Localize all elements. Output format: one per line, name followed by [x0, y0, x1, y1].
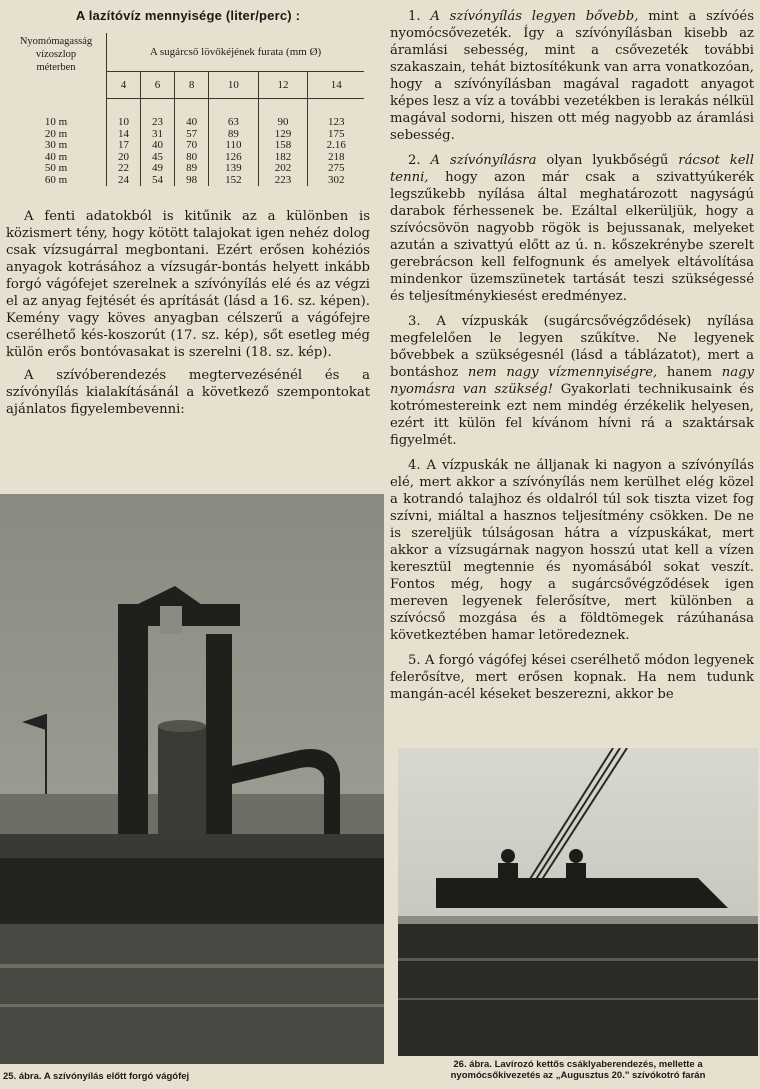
emphasis: nagy nyomásra van szükség! — [390, 365, 754, 397]
text-run: 2. — [408, 153, 431, 168]
figure-26-caption — [398, 1060, 758, 1081]
table-cell: 218 — [308, 152, 364, 164]
right-paragraph-4: 4. A vízpuskák ne álljanak ki nagyon a szívónyílás elé, mert akkor a szívónyílás nem kerülhet elég közel a kotrandó talajhoz és oldalról túl sok tiszta vizet fog szívni, miáltal a hasznos teljesítmény csökken. De ne is szereljük túlságosan hátra a vízpuskákat, mert akkor a vízsugárnak nagyon hosszú utat kell a vízen keresztül megtennie és nyomásából sokat veszít. Fontos még, hogy a sugárcsővégződések igen mereven legyenek felerősítve, mert különben a szívócső mozgása és a földtömegek rázúhanása következtében hamar letöredeznek. — [390, 458, 754, 643]
table-row — [6, 117, 364, 129]
column-header: 4 — [107, 72, 141, 99]
table-cell: 175 — [308, 129, 364, 141]
table-cell: 2.16 — [308, 140, 364, 152]
table-cell: 63 — [209, 117, 259, 129]
table-row — [6, 163, 364, 175]
table-cell: 24 — [118, 173, 130, 186]
table-cell: 152 — [209, 175, 259, 187]
row-label: 20 m — [6, 129, 107, 141]
table-cell: 302 — [308, 175, 364, 187]
table-row — [6, 175, 364, 187]
emphasis: rácsot kell tenni, — [390, 153, 754, 185]
table-cell: 139 — [209, 163, 259, 175]
table-cell: 31 — [141, 129, 175, 141]
text-run: 1. — [408, 9, 431, 24]
table-cell: 40 — [175, 117, 209, 129]
table-body — [6, 117, 364, 186]
table-cell: 89 — [175, 163, 209, 175]
table-spacer — [6, 99, 364, 118]
table-cell: 158 — [258, 140, 308, 152]
table-cell: 80 — [175, 152, 209, 164]
right-paragraph-1 — [390, 8, 754, 144]
right-paragraph-5: 5. A forgó vágófej kései cserélhető módon legyenek felerősítve, mert erősen kopnak. Ha nem tudunk mangán-acél késeket beszerezni, akkor be — [390, 653, 754, 702]
emphasis: A szívónyílás legyen bővebb, — [430, 9, 639, 24]
right-paragraph-2 — [390, 152, 754, 305]
column-header: 6 — [141, 72, 175, 99]
row-header-line: vízoszlop — [35, 49, 77, 60]
table-cell: 182 — [258, 152, 308, 164]
figure-25-caption: 25. ábra. A szívónyílás előtt forgó vágófej — [3, 1071, 190, 1082]
column-header: 12 — [258, 72, 308, 99]
row-header-line: Nyomómagasság — [19, 36, 93, 47]
figure-25-illustration — [0, 494, 384, 1064]
figure-25-photo — [0, 494, 384, 1064]
table-cell: 23 — [141, 117, 175, 129]
table-cell: 40 — [141, 140, 175, 152]
emphasis: nem nagy vízmennyiségre, — [467, 365, 658, 380]
caption-line: nyomócsőkivezetés az „Augusztus 20." szívókotró farán — [450, 1069, 706, 1081]
column-header: 8 — [175, 72, 209, 99]
table-cell: 20 — [118, 150, 130, 163]
row-label: 10 m — [6, 117, 107, 129]
table-cell: 17 — [118, 139, 130, 151]
text-run: olyan lyukbőségű — [536, 153, 679, 168]
table-cell: 90 — [258, 117, 308, 129]
right-column — [390, 8, 754, 711]
water-quantity-table — [6, 33, 364, 186]
right-paragraph-3 — [390, 313, 754, 449]
table-cell: 126 — [209, 152, 259, 164]
left-column — [6, 8, 370, 418]
table-cell: 110 — [209, 140, 259, 152]
left-paragraph-1: A fenti adatokból is kitűnik az a különben is közismert tény, hogy kötött talajokat igen nehéz dolog csak vízsugárral megbontani. Ezért erősen kohéziós anyagok kotrásához a vízsugár-bontás helyett inkább forgó vágófejet szerelnek a szívónyílás elé és az végzi el az anyag fejtését és aprítását (lásd a 16. sz. képen). Kemény vagy köves anyagban célszerű a vágófejre cserélhető kés-koszorút (17. sz. kép), sőt esetleg még külön erős bontóvasakat is szerelni (18. sz. kép). — [6, 209, 370, 360]
left-paragraph-2: A szívóberendezés megtervezésénél és a szívónyílás kialakításánál a következő szempontokat ajánlatos figyelembevenni: — [6, 368, 370, 417]
caption-line: 26. ábra. Lavírozó kettős csáklyaberendezés, mellette a — [453, 1059, 703, 1070]
table-cell: 22 — [118, 162, 130, 174]
figure-26-photo — [398, 748, 758, 1056]
table-cell: 14 — [118, 127, 130, 140]
table-cell: 275 — [308, 163, 364, 175]
table-cell: 70 — [175, 140, 209, 152]
table-row — [6, 140, 364, 152]
text-run: Gyakorlati technikusaink és kotrómestereink ezt nem mindég érzékelik helyesen, ezért itt külön fel kívánom hívni rá a szaktársak figyelmét. — [390, 382, 754, 448]
table-cell: 57 — [175, 129, 209, 141]
text-run: hogy azon már csak a szivattyúkerék legszűkebb nyílása által meghatározott nagyságú darabok férhessenek be. Ezáltal elkerüljük, hogy a szívócsövön nagyobb rögök is bejussanak, melyeket azután a szivattyú előtt az ú. n. kőszekrénybe szerelt gerebrácson kell felfognunk és amelyek eltávolítása mindenkor üzemszünetek tartását teszi szükségessé és teljesítménykiesést eredményez. — [390, 170, 754, 304]
table-cell: 223 — [258, 175, 308, 187]
row-label: 60 m — [6, 175, 107, 187]
figure-26-illustration — [398, 748, 758, 1056]
row-label: 40 m — [6, 152, 107, 164]
row-header-line: méterben — [36, 62, 76, 73]
row-header — [6, 33, 107, 99]
row-label: 50 m — [6, 163, 107, 175]
table-cell: 54 — [141, 175, 175, 187]
table-title: A lazítóvíz mennyisége (liter/perc) : — [75, 8, 301, 23]
table-cell: 49 — [141, 163, 175, 175]
column-group-header: A sugárcső lövőkéjének furata (mm Ø) — [107, 33, 365, 72]
table-cell: 202 — [258, 163, 308, 175]
emphasis: A szívónyílásra — [430, 153, 537, 168]
text-run: hanem — [657, 365, 722, 380]
table-cell: 123 — [308, 117, 364, 129]
table-cell: 98 — [175, 175, 209, 187]
table-cell: 45 — [141, 152, 175, 164]
table-cell: 89 — [209, 129, 259, 141]
table-cell: 129 — [258, 129, 308, 141]
table-cell: 10 — [118, 116, 130, 128]
column-header: 14 — [308, 72, 364, 99]
text-run: 3. A vízpuskák (sugárcsővégződések) nyílása megfelelően le legyen szűkítve. Ne legyenek bővebbek a szükségesnél (lásd a táblázatot), mert a bontáshoz — [390, 314, 754, 380]
row-label: 30 m — [6, 140, 107, 152]
column-header: 10 — [209, 72, 259, 99]
text-run: mint a szívóés nyomócsővezeték. Így a szívónyílásban kisebb az áramlási sebesség, mint a csővezeték további szakaszain, tehát biztosítékunk van arra vonatkozóan, hogy a szívónyílásban magával ragadott anyagot képes lesz a víz a további vezetékben is lerakás nélkül magával sodorni, hiszen ott még nagyobb az áramlási sebesség. — [390, 9, 755, 143]
